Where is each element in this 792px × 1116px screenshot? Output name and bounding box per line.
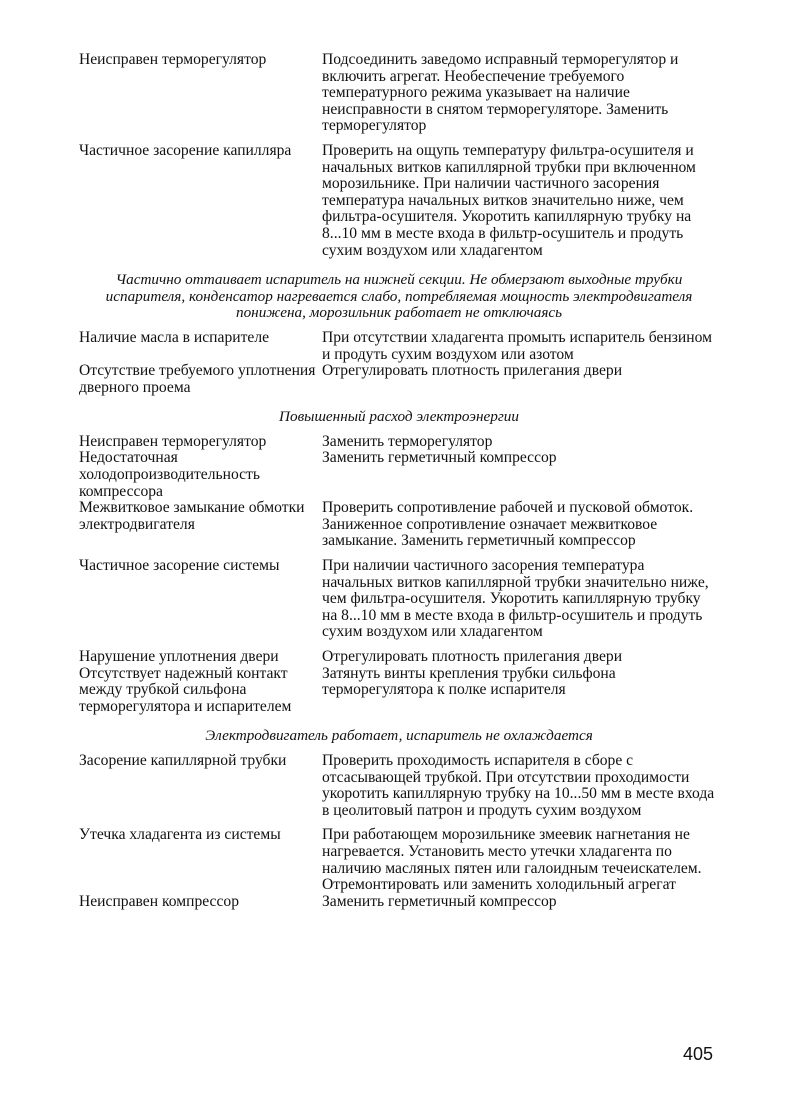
fault-remedy: Подсоединить заведомо исправный терморегулятор и включить агрегат. Необеспечение требуемого температурного режима указывает на наличие неисправности в снятом терморегуляторе. Заменить терморегулятор — [322, 51, 679, 135]
troubleshooting-table — [79, 52, 719, 910]
fault-remedy: Затянуть винты крепления трубки сильфона терморегулятора к полке испарителя — [322, 664, 616, 699]
table-row — [79, 649, 719, 666]
table-row — [79, 143, 719, 259]
fault-cause: Неисправен терморегулятор — [79, 51, 267, 68]
fault-remedy: Заменить терморегулятор — [322, 432, 493, 450]
fault-remedy: Заменить герметичный компрессор — [322, 892, 557, 910]
fault-remedy: Заменить герметичный компрессор — [322, 449, 557, 467]
fault-cause: Отсутствует надежный контакт между трубкой сильфона терморегулятора и испарителем — [79, 664, 292, 715]
table-row — [79, 500, 719, 550]
table-row — [79, 450, 719, 500]
fault-cause: Утечка хладагента из системы — [79, 826, 281, 844]
fault-remedy: Проверить на ощупь температуру фильтра-осушителя и начальных витков капиллярной трубки при включенном морозильнике. При наличии частичного засорения температура начальных витков значительно ниже, чем фильтра-осушителя. Укоротить капиллярную трубку на 8...10 мм в месте входа в фильтр-осушитель и продуть сухим воздухом или хладагентом — [322, 141, 696, 259]
fault-remedy: При работающем морозильнике змеевик нагнетания не нагревается. Установить место утечки хладагента по наличию масляных пятен или галоидным течеискателем. Отремонтировать или заменить холодильный агрегат — [322, 826, 702, 894]
fault-cause: Частичное засорение системы — [79, 557, 280, 575]
table-row — [79, 434, 719, 451]
section-heading: Повышенный расход электроэнергии — [279, 408, 519, 426]
table-row — [79, 827, 719, 893]
table-row — [79, 666, 719, 716]
fault-cause: Наличие масла в испарителе — [79, 328, 270, 346]
fault-remedy: При отсутствии хладагента промыть испаритель бензином и продуть сухим воздухом или азотом — [322, 328, 712, 363]
table-row — [79, 330, 719, 363]
fault-cause: Неисправен терморегулятор — [79, 432, 267, 450]
fault-cause: Отсутствие требуемого уплотнения дверного проема — [79, 362, 316, 396]
fault-remedy: Отрегулировать плотность прилегания двери — [322, 362, 623, 380]
section-heading: Частично оттаивает испаритель на нижней секции. Не обмерзают выходные трубки испарителя, конденсатор нагревается слабо, потребляемая мощность электродвигателя понижена, морозильник работает не отключаясь — [105, 271, 693, 322]
fault-remedy: При наличии частичного засорения температура начальных витков капиллярной трубки значительно ниже, чем фильтра-осушителя. Укоротить капиллярную трубку на 8...10 мм в месте входа в фильтр-осушитель и продуть сухим воздухом или хладагентом — [322, 557, 709, 641]
fault-cause: Частичное засорение капилляра — [79, 141, 292, 159]
table-row — [79, 363, 719, 396]
table-row — [79, 558, 719, 641]
fault-cause: Межвитковое замыкание обмотки электродвигателя — [79, 499, 305, 533]
table-row — [79, 894, 719, 911]
fault-remedy: Проверить проходимость испарителя в сборе с отсасывающей трубкой. При отсутствии проходимости укоротить капиллярную трубку на 10...50 мм в месте входа в цеолитовый патрон и продуть сухим воздухом — [322, 751, 715, 819]
fault-remedy: Отрегулировать плотность прилегания двери — [322, 648, 623, 665]
fault-cause: Недостаточная холодопроизводительность компрессора — [79, 449, 260, 500]
table-row — [79, 753, 719, 819]
fault-cause: Неисправен компрессор — [79, 892, 239, 910]
table-row — [79, 52, 719, 135]
fault-cause: Засорение капиллярной трубки — [79, 751, 287, 769]
section-heading: Электродвигатель работает, испаритель не охлаждается — [205, 727, 593, 745]
page-number: 405 — [683, 1044, 714, 1064]
fault-cause: Нарушение уплотнения двери — [79, 648, 279, 665]
fault-remedy: Проверить сопротивление рабочей и пусковой обмоток. Заниженное сопротивление означает межвитковое замыкание. Заменить герметичный компрессор — [322, 499, 694, 550]
